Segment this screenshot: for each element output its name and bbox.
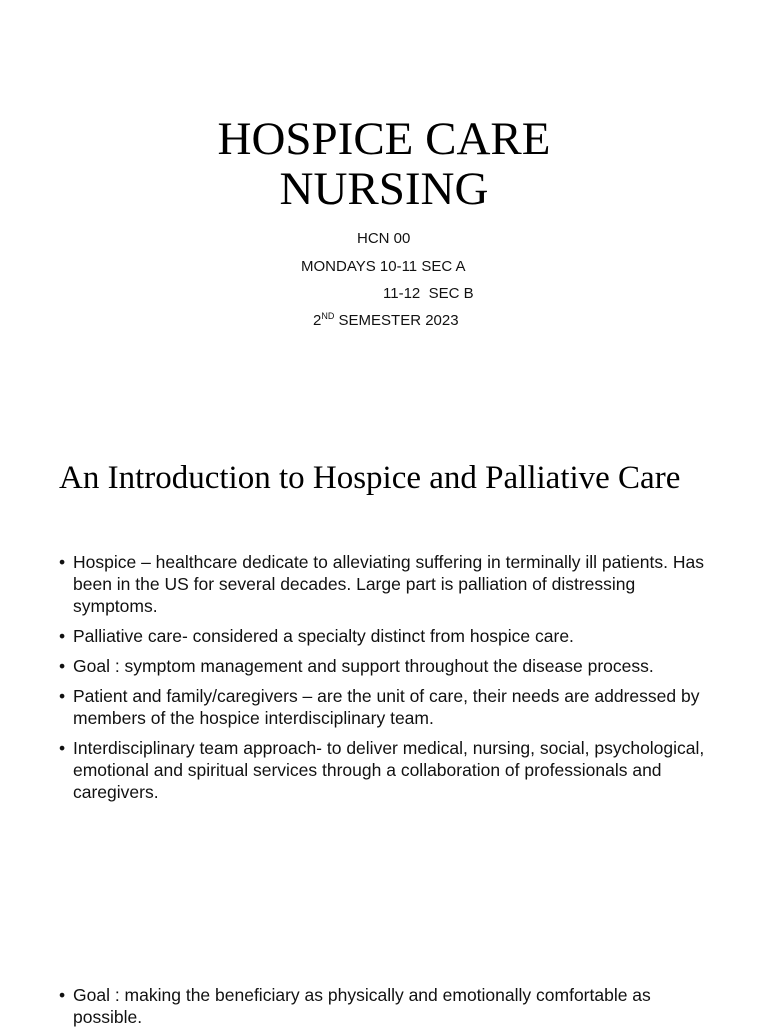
semester-ordinal-suffix: ND (321, 311, 335, 321)
semester-text: SEMESTER 2023 (334, 312, 459, 329)
bullet-list (59, 984, 719, 1036)
bullet-item: • Palliative care- considered a specialty distinct from hospice care. (59, 625, 719, 647)
title-line-1: HOSPICE CARE (217, 113, 551, 165)
schedule-section-a: MONDAYS 10-11 SEC A (301, 258, 466, 275)
bullet-item: • Goal : symptom management and support throughout the disease process. (59, 655, 719, 677)
bullet-list (59, 551, 719, 811)
semester-number: 2 (313, 312, 322, 329)
bullet-item: • Interdisciplinary team approach- to deliver medical, nursing, social, psychological, emotional and spiritual services through a collaboration of professionals and caregivers. (59, 737, 719, 803)
slide-heading: An Introduction to Hospice and Palliative Care (59, 460, 681, 496)
slide-title (0, 114, 768, 214)
bullet-item: • Patient and family/caregivers – are the unit of care, their needs are addressed by members of the hospice interdisciplinary team. (59, 685, 719, 729)
semester-label (313, 312, 459, 331)
course-code: HCN 00 (357, 230, 411, 247)
bullet-item: • Goal : making the beneficiary as physically and emotionally comfortable as possible. (59, 984, 719, 1028)
bullet-item: • Hospice – healthcare dedicate to alleviating suffering in terminally ill patients. Has been in the US for several decades. Large part is palliation of distressing symptoms. (59, 551, 719, 617)
title-line-2: NURSING (279, 163, 489, 215)
schedule-section-b: 11-12 SEC B (383, 285, 474, 302)
